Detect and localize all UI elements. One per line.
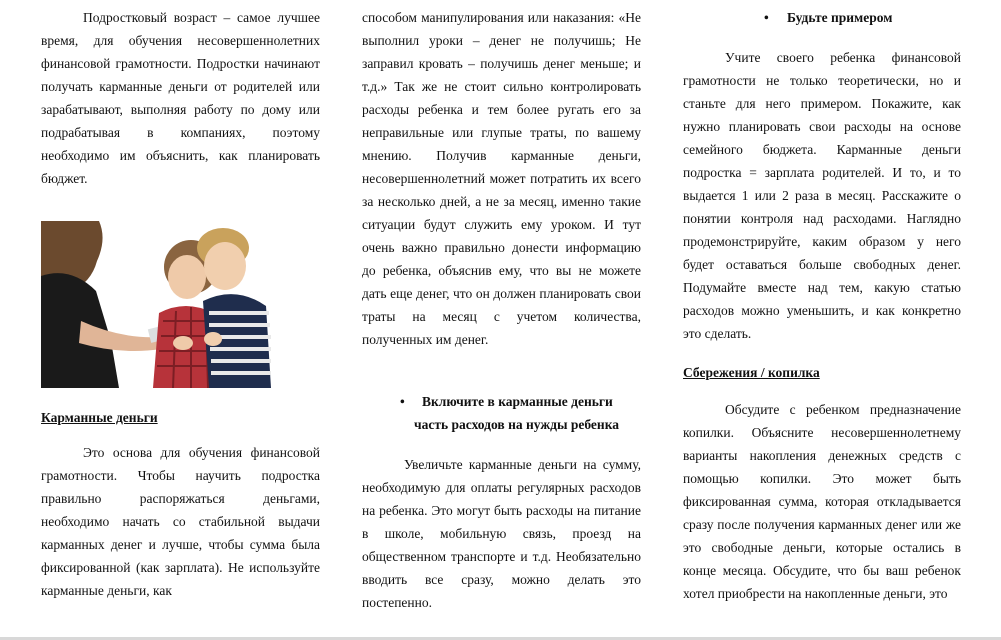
increase-pocket-money-paragraph: Увеличьте карманные деньги на сумму, необходимую для оплаты регулярных расходов на ребенка. Это могут быть расходы на питание в школе, мобильную связь, проезд на общественном транспорте и т.д. Необязательно вводить все сразу, можно делать это постепенно. — [362, 457, 641, 610]
bullet-include-expenses — [362, 390, 641, 436]
bullet-dot-icon: • — [764, 10, 769, 25]
section-heading-savings: Сбережения / копилка — [683, 365, 820, 380]
bullet-be-example-label: Будьте примером — [787, 10, 893, 25]
savings-paragraph: Обсудите с ребенком предназначение копилки. Объясните несовершеннолетнему варианты накопления денежных средств с помощью копилки. Это может быть фиксированная сумма, которая откладывается сразу после получения карманных денег или же это свободные деньги, которые остались в конце месяца. Обсудите, что бы ваш ребенок хотел приобрести на накопленные деньги, это — [683, 402, 961, 601]
section-heading-pocket-money: Карманные деньги — [41, 410, 158, 425]
photo-parent-giving-money-to-children — [41, 221, 271, 388]
bullet-dot-icon: • — [400, 394, 405, 409]
bullet-be-example — [683, 6, 961, 29]
family-illustration — [41, 221, 271, 388]
be-example-paragraph: Учите своего ребенка финансовой грамотности не только теоретически, но и станьте для него примером. Покажите, как нужно планировать свои расходы на основе семейного бюджета. Карманные деньги подростка = зарплата родителей. И то, и то выдается 1 или 2 раза в месяц. Расскажите о понятии контроля над расходами. Наглядно продемонстрируйте, каким образом у него будет оставаться больше свободных денег. Подумайте вместе над тем, какую статью расходов можно уменьшить, и как конкретно это сделать. — [683, 50, 961, 341]
bullet-line-2: часть расходов на нужды ребенка — [414, 417, 620, 432]
continuation-paragraph: способом манипулирования или наказания: «Не выполнил уроки – денег не получишь; Не заправил кровать – получишь денег меньше; и т.д.» Так же не стоит сильно контролировать расходы ребенка и тем более ругать его за неправильные или глупые траты, по вашему мнению. Получив карманные деньги, несовершеннолетний может потратить их всего за несколько дней, а не за месяц, именно такие ситуации будут служить ему уроком. И тут очень важно правильно донести информацию до ребенка, объяснив ему, что вы не можете дать еще денег, что он должен планировать свои траты на месяц с учетом количества, полученных им денег. — [362, 10, 641, 347]
intro-paragraph: Подростковый возраст – самое лучшее время, для обучения несовершеннолетних финансовой грамотности. Подростки начинают получать карманные деньги от родителей или зарабатывают, выполняя работу по дому или подрабатывая в компаниях, поэтому необходимо им объяснить, как планировать бюджет. — [41, 10, 320, 186]
pocket-money-paragraph: Это основа для обучения финансовой грамотности. Чтобы научить подростка правильно распоряжаться деньгами, необходимо начать со стабильной выдачи карманных денег и лучше, чтобы сумма была фиксированной (как зарплата). Не используйте карманные деньги, как — [41, 445, 320, 598]
bullet-line-1: Включите в карманные деньги — [422, 394, 613, 409]
